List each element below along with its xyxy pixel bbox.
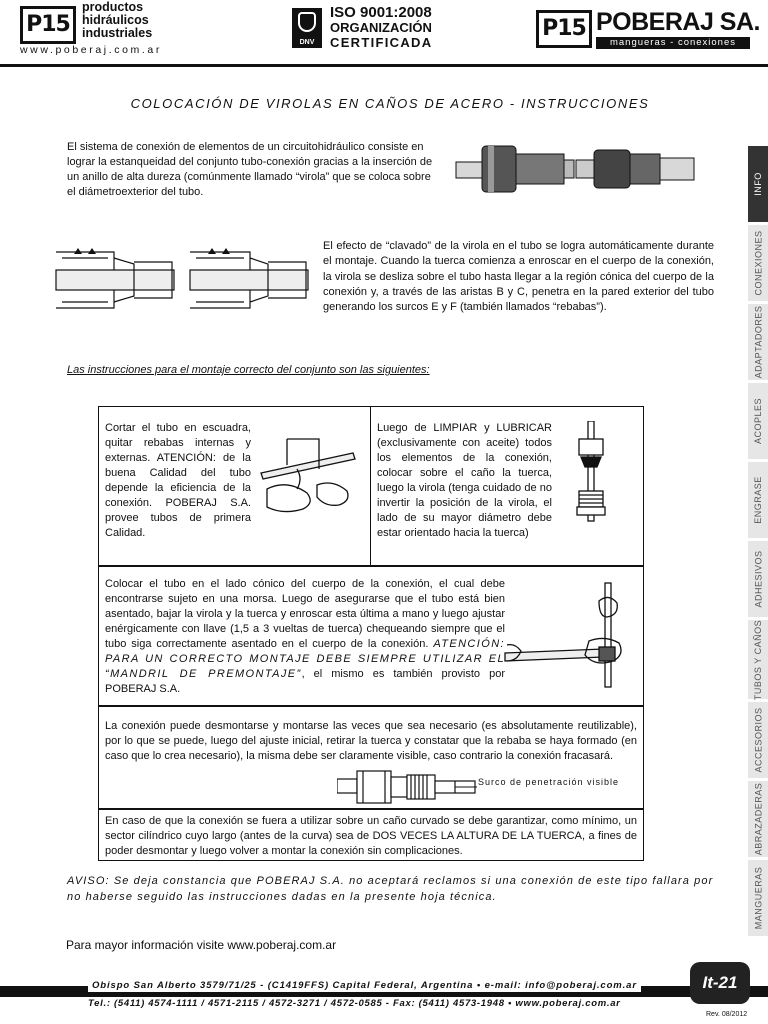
tube-cutting-illustration (257, 429, 363, 515)
brand-subtitle: mangueras - conexiones (596, 37, 750, 49)
footer-address: Obispo San Alberto 3579/71/25 - (C1419FFS) Capital Federal, Argentina • e-mail: info@poberaj.com.ar (88, 979, 641, 992)
tab-tubos-y-canos[interactable]: TUBOS Y CAÑOS (748, 619, 768, 699)
company-tagline: productos hidráulicos industriales (82, 0, 153, 40)
fitting-assembly-illustration (454, 138, 698, 200)
clamping-effect-paragraph: El efecto de “clavado” de la virola en el tubo se logra automáticamente durante el montaje. Cuando la tuerca comienza a enroscar en el cuerpo de la conexión, la virola se desliza sobre el tubo hasta llegar a la región cónica del cuerpo de la conexión y, a través de las aristas B y C, penetra en la pared exterior del tubo generando los surcos E y F (también llamados “rebabas”). (323, 240, 714, 314)
tab-info[interactable]: INFO (748, 145, 768, 222)
certification-seal-icon: DNV (292, 8, 322, 48)
step-box-cut-and-lubricate (98, 406, 644, 566)
mounting-warning: ATENCIÓN: PARA UN CORRECTO MONTAJE DEBE SIEMPRE UTILIZAR EL “MANDRIL DE PREMONTAJE” (105, 638, 505, 680)
tab-engrase[interactable]: ENGRASE (748, 461, 768, 538)
visible-groove-illustration (337, 765, 477, 809)
step-box-curved-tube (98, 809, 644, 861)
tab-adhesivos[interactable]: ADHESIVOS (748, 540, 768, 617)
revision-label: Rev. 08/2012 (706, 1011, 748, 1018)
company-logo: P15 (20, 6, 76, 44)
instructions-heading: Las instrucciones para el montaje correcto del conjunto son las siguientes: (67, 364, 430, 376)
footer-phones: Tel.: (5411) 4574-1111 / 4571-2115 / 4572-3271 / 4572-0585 - Fax: (5411) 4573-1948 • www.poberaj.com.ar (88, 998, 621, 1009)
tab-abrazaderas[interactable]: ABRAZADERAS (748, 780, 768, 857)
page-code-badge: It-21 (690, 962, 750, 1004)
fitting-cross-section-illustration (54, 244, 310, 316)
box-divider (370, 407, 371, 565)
step-box-mounting (98, 566, 644, 706)
step-curved-tube-text: En caso de que la conexión se fuera a utilizar sobre un caño curvado se debe garantizar, como mínimo, un sector cilíndrico cuyo largo (antes de la curva) sea de DOS VECES LA ALTURA DE LA TUERCA, a fines de poder desmontar y luego volver a montar la conexión sin complicaciones. (105, 815, 637, 857)
warning-notice: AVISO: Se deja constancia que POBERAJ S.A. no aceptará reclamos si una conexión de este tipo fallara por no haberse seguido las instrucciones dadas en la presente hoja técnica. (67, 875, 714, 903)
iso-certification: ISO 9001:2008 ORGANIZACIÓN CERTIFICADA (330, 4, 433, 50)
tab-acoples[interactable]: ACOPLES (748, 382, 768, 459)
header-divider (0, 64, 768, 67)
page-title: COLOCACIÓN DE VIROLAS EN CAÑOS DE ACERO - INSTRUCCIONES (130, 96, 650, 111)
header-url: www.poberaj.com.ar (20, 44, 162, 56)
nut-and-ferrule-illustration (571, 421, 611, 523)
groove-caption: Surco de penetración visible (478, 777, 620, 787)
tab-accesorios[interactable]: ACCESORIOS (748, 701, 768, 778)
more-info-link[interactable]: Para mayor información visite www.poberaj.com.ar (66, 938, 337, 952)
brand-name: POBERAJ SA. (596, 8, 760, 36)
step-cut-tube-text: Cortar el tubo en escuadra, quitar rebabas internas y externas. ATENCIÓN: de la buena Calidad del tubo depende la eficiencia de la conexión. POBERAJ S.A. provee tubos de primera Calidad. (105, 422, 251, 539)
step-reusable-text: La conexión puede desmontarse y montarse las veces que sea necesario (es absolutamente reutilizable), por lo que se puede, luego del ajuste inicial, retirar la tuerca y constatar que la rebaba se haya formado (en caso que lo crea necesario), la misma debe ser claramente visible, caso contrario la conexión fracasará. (105, 720, 637, 762)
brand-logo: P15 (536, 10, 592, 48)
step-lubricate-text: Luego de LIMPIAR y LUBRICAR (exclusivamente con aceite) todos los elementos de la conexión, colocar sobre el caño la tuerca, luego la virola (tenga cuidado de no invertir la posición de la virola, el lado de su mayor diámetro debe estar orientado hacia la tuerca) (377, 422, 552, 539)
intro-paragraph: El sistema de conexión de elementos de un circuitohidráulico consiste en lograr la estanqueidad del conjunto tubo-conexión gracias a la inserción de un anillo de alta dureza (comúnmente llamado “virola” que se coloca sobre el diámetroexterior del tubo. (67, 141, 433, 198)
step-mounting-text: Colocar el tubo en el lado cónico del cuerpo de la conexión, el cual debe encontrarse sujeto en una morsa. Luego de asegurarse que el tubo está bien asentado, bajar la virola y la tuerca y enroscar esta última a mano y luego ajustar enérgicamente con llave (1,5 a 3 vueltas de tuerca) chequeando siempre que el tubo siga correctamente asentado en el cuerpo de la conexión. ATENCIÓN: PARA UN CORRECTO MONTAJE DEBE SIEMPRE UTILIZAR EL “MANDRIL DE PREMONTAJE”, el mismo es también provisto por POBERAJ S.A. (105, 578, 505, 695)
tab-adaptadores[interactable]: ADAPTADORES (748, 303, 768, 380)
page-header (0, 0, 768, 64)
wrench-tightening-illustration (503, 581, 641, 693)
step-box-reusable (98, 706, 644, 809)
tab-conexiones[interactable]: CONEXIONES (748, 224, 768, 301)
tab-mangueras[interactable]: MANGUERAS (748, 859, 768, 936)
